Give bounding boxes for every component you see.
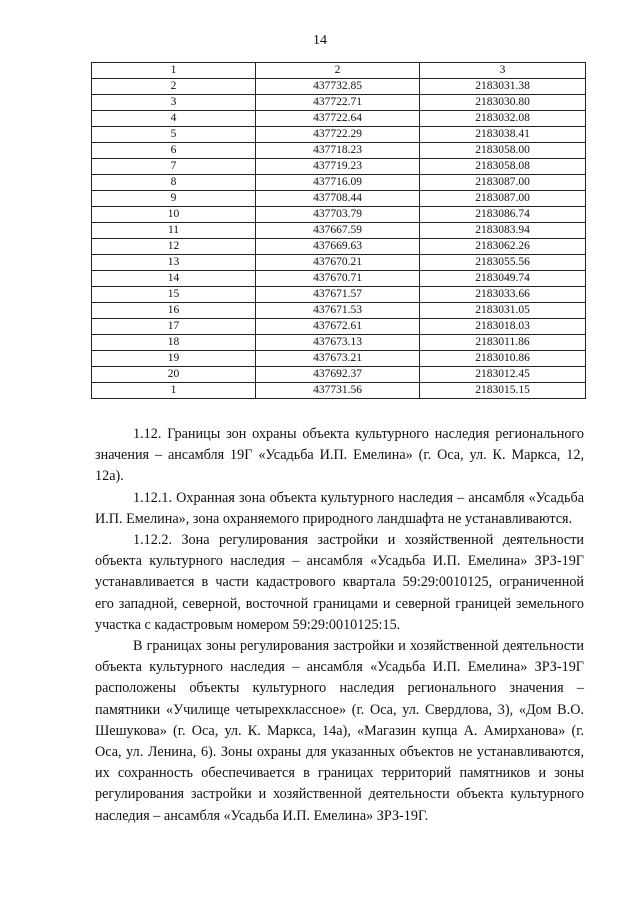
y-coordinate-cell: 2183087.00: [420, 191, 586, 207]
point-number-cell: 3: [92, 95, 256, 111]
y-coordinate-cell: 2183055.56: [420, 255, 586, 271]
y-coordinate-cell: 2183030.80: [420, 95, 586, 111]
x-coordinate-cell: 437669.63: [256, 239, 420, 255]
x-coordinate-cell: 437722.64: [256, 111, 420, 127]
column-header: 2: [256, 63, 420, 79]
y-coordinate-cell: 2183010.86: [420, 351, 586, 367]
document-text: [95, 424, 584, 827]
x-coordinate-cell: 437670.21: [256, 255, 420, 271]
y-coordinate-cell: 2183015.15: [420, 383, 586, 399]
point-number-cell: 6: [92, 143, 256, 159]
y-coordinate-cell: 2183031.05: [420, 303, 586, 319]
table-row: [92, 111, 586, 127]
page-number: 14: [313, 33, 327, 48]
x-coordinate-cell: 437731.56: [256, 383, 420, 399]
y-coordinate-cell: 2183031.38: [420, 79, 586, 95]
point-number-cell: 12: [92, 239, 256, 255]
table-header-row: [92, 63, 586, 79]
table-row: [92, 207, 586, 223]
table-row: [92, 127, 586, 143]
y-coordinate-cell: 2183087.00: [420, 175, 586, 191]
point-number-cell: 16: [92, 303, 256, 319]
table-row: [92, 303, 586, 319]
point-number-cell: 20: [92, 367, 256, 383]
y-coordinate-cell: 2183062.26: [420, 239, 586, 255]
x-coordinate-cell: 437722.29: [256, 127, 420, 143]
y-coordinate-cell: 2183018.03: [420, 319, 586, 335]
paragraph-1-12-1: 1.12.1. Охранная зона объекта культурного наследия – ансамбля «Усадьба И.П. Емелина», зона охраняемого природного ландшафта не устанавливаются.: [95, 489, 584, 527]
x-coordinate-cell: 437718.23: [256, 143, 420, 159]
point-number-cell: 8: [92, 175, 256, 191]
point-number-cell: 2: [92, 79, 256, 95]
x-coordinate-cell: 437703.79: [256, 207, 420, 223]
table-row: [92, 143, 586, 159]
point-number-cell: 11: [92, 223, 256, 239]
table-row: [92, 191, 586, 207]
x-coordinate-cell: 437671.53: [256, 303, 420, 319]
table-row: [92, 367, 586, 383]
x-coordinate-cell: 437719.23: [256, 159, 420, 175]
table-row: [92, 319, 586, 335]
table-row: [92, 159, 586, 175]
x-coordinate-cell: 437673.21: [256, 351, 420, 367]
table-body: [92, 79, 586, 399]
point-number-cell: 17: [92, 319, 256, 335]
y-coordinate-cell: 2183038.41: [420, 127, 586, 143]
table-row: [92, 255, 586, 271]
table-row: [92, 239, 586, 255]
x-coordinate-cell: 437671.57: [256, 287, 420, 303]
point-number-cell: 13: [92, 255, 256, 271]
paragraph-objects-in-zone: В границах зоны регулирования застройки и хозяйственной деятельности объекта культурного наследия – ансамбля «Усадьба И.П. Емелина» ЗРЗ-19Г расположены объекты культурного наследия регионального значения – памятники «Училище четырехклассное» (г. Оса, ул. Свердлова, 3), «Дом В.О. Шешукова» (г. Оса, ул. К. Маркса, 14а), «Магазин купца А. Амирханова» (г. Оса, ул. Ленина, 6). Зоны охраны для указанных объектов не устанавливаются, их сохранность обеспечивается в границах территорий памятников и зоны регулирования застройки и хозяйственной деятельности объекта культурного наследия – ансамбля «Усадьба И.П. Емелина» ЗРЗ-19Г.: [95, 638, 584, 824]
table-row: [92, 351, 586, 367]
table-row: [92, 335, 586, 351]
y-coordinate-cell: 2183058.08: [420, 159, 586, 175]
point-number-cell: 18: [92, 335, 256, 351]
point-number-cell: 5: [92, 127, 256, 143]
table-row: [92, 223, 586, 239]
x-coordinate-cell: 437716.09: [256, 175, 420, 191]
table-row: [92, 79, 586, 95]
point-number-cell: 1: [92, 383, 256, 399]
paragraph-1-12-2: 1.12.2. Зона регулирования застройки и хозяйственной деятельности объекта культурного наследия – ансамбля «Усадьба И.П. Емелина» ЗРЗ-19Г устанавливается в части кадастрового квартала 59:29:0010125, ограниченной его западной, северной, восточной границами и северной границей земельного участка с кадастровым номером 59:29:0010125:15.: [95, 532, 584, 633]
paragraph-1-12: 1.12. Границы зон охраны объекта культурного наследия регионального значения – ансамбля 19Г «Усадьба И.П. Емелина» (г. Оса, ул. К. Маркса, 12, 12а).: [95, 426, 584, 485]
x-coordinate-cell: 437708.44: [256, 191, 420, 207]
y-coordinate-cell: 2183033.66: [420, 287, 586, 303]
x-coordinate-cell: 437722.71: [256, 95, 420, 111]
y-coordinate-cell: 2183058.00: [420, 143, 586, 159]
table-row: [92, 287, 586, 303]
y-coordinate-cell: 2183011.86: [420, 335, 586, 351]
x-coordinate-cell: 437672.61: [256, 319, 420, 335]
x-coordinate-cell: 437670.71: [256, 271, 420, 287]
point-number-cell: 14: [92, 271, 256, 287]
x-coordinate-cell: 437667.59: [256, 223, 420, 239]
column-header: 1: [92, 63, 256, 79]
table-row: [92, 95, 586, 111]
x-coordinate-cell: 437673.13: [256, 335, 420, 351]
x-coordinate-cell: 437732.85: [256, 79, 420, 95]
y-coordinate-cell: 2183049.74: [420, 271, 586, 287]
point-number-cell: 9: [92, 191, 256, 207]
y-coordinate-cell: 2183083.94: [420, 223, 586, 239]
point-number-cell: 15: [92, 287, 256, 303]
x-coordinate-cell: 437692.37: [256, 367, 420, 383]
y-coordinate-cell: 2183012.45: [420, 367, 586, 383]
table-row: [92, 383, 586, 399]
table-row: [92, 271, 586, 287]
y-coordinate-cell: 2183032.08: [420, 111, 586, 127]
column-header: 3: [420, 63, 586, 79]
y-coordinate-cell: 2183086.74: [420, 207, 586, 223]
point-number-cell: 7: [92, 159, 256, 175]
point-number-cell: 10: [92, 207, 256, 223]
coordinates-table: [91, 62, 586, 399]
table-row: [92, 175, 586, 191]
point-number-cell: 19: [92, 351, 256, 367]
point-number-cell: 4: [92, 111, 256, 127]
